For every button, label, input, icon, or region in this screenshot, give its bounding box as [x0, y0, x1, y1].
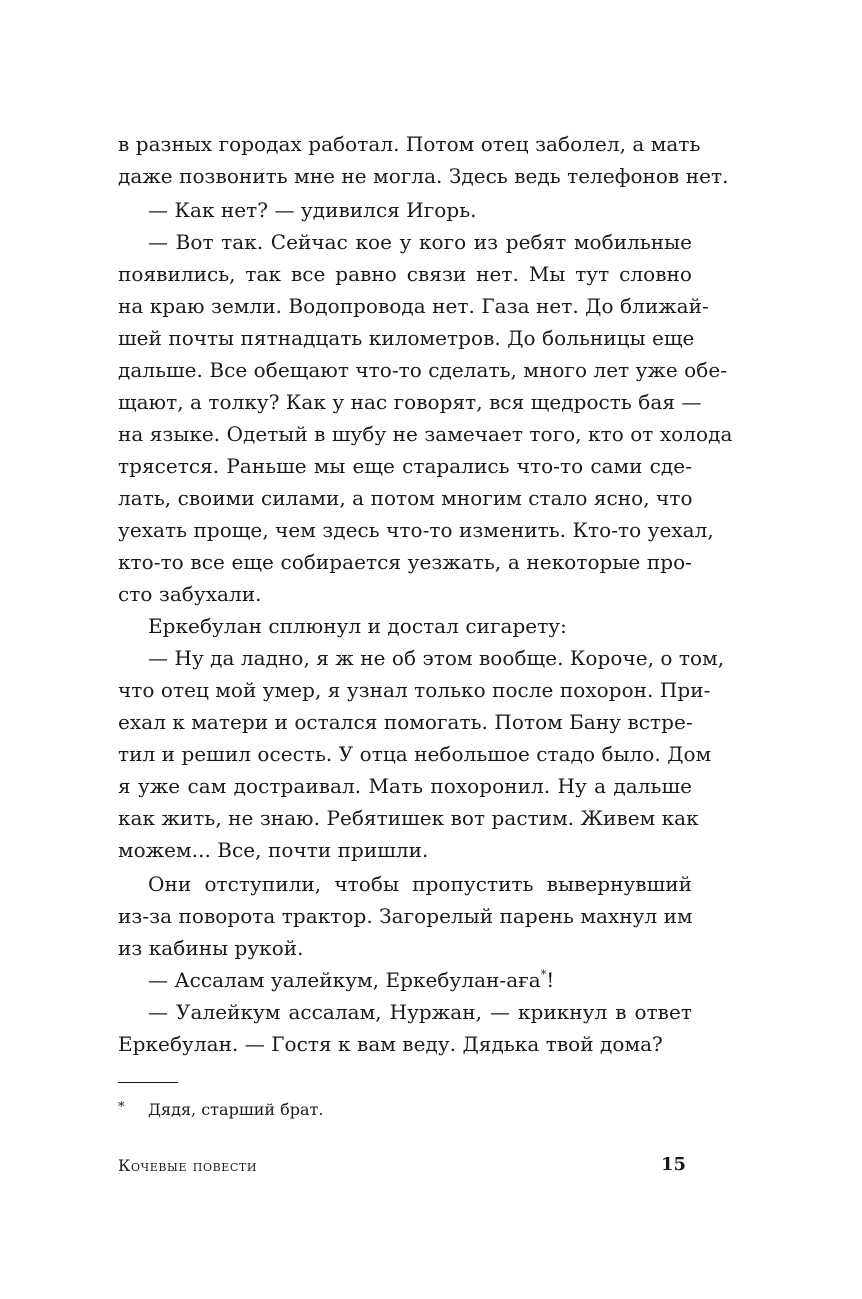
dialogue-text: — Ассалам уалейкум, Еркебулан-аға — [148, 968, 541, 992]
footnote-marker: * — [118, 1100, 125, 1115]
text-line: на языке. Одетый в шубу не замечает того, кто от холода — [118, 422, 733, 446]
text-line: Они отступили, чтобы пропустить вывернувший — [148, 872, 692, 896]
text-line: сто забухали. — [118, 582, 262, 606]
running-title: Кочевые повести — [118, 1156, 258, 1175]
text-line: щают, а толку? Как у нас говорят, вся щедрость бая — — [118, 390, 702, 414]
text-line: — Вот так. Сейчас кое у кого из ребят мобильные — [148, 230, 692, 254]
text-line: на краю земли. Водопровода нет. Газа нет. До ближай- — [118, 294, 709, 318]
text-line: дальше. Все обещают что-то сделать, много лет уже обе- — [118, 358, 728, 382]
text-line — [148, 968, 692, 992]
text-line: — Как нет? — удивился Игорь. — [148, 198, 477, 222]
dialogue-text: ! — [546, 968, 555, 992]
text-line: шей почты пятнадцать километров. До больницы еще — [118, 326, 695, 350]
text-line: Еркебулан. — Гостя к вам веду. Дядька твой дома? — [118, 1032, 663, 1056]
text-line: Еркебулан сплюнул и достал сигарету: — [148, 614, 567, 638]
page-number: 15 — [660, 1154, 686, 1175]
text-line: что отец мой умер, я узнал только после похорон. При- — [118, 678, 711, 702]
text-line: появились, так все равно связи нет. Мы тут словно — [118, 262, 692, 286]
text-line: лать, своими силами, а потом многим стало ясно, что — [118, 486, 693, 510]
text-line: уехать проще, чем здесь что-то изменить. Кто-то уехал, — [118, 518, 714, 542]
footnote-text: Дядя, старший брат. — [148, 1100, 324, 1119]
text-line: — Ну да ладно, я ж не об этом вообще. Короче, о том, — [148, 646, 725, 670]
text-line: в разных городах работал. Потом отец заболел, а мать — [118, 132, 701, 156]
text-line: — Уалейкум ассалам, Нуржан, — крикнул в ответ — [148, 1000, 692, 1024]
footnote-divider — [118, 1082, 178, 1083]
text-line: из-за поворота трактор. Загорелый парень махнул им — [118, 904, 693, 928]
text-line: из кабины рукой. — [118, 936, 304, 960]
text-line: можем... Все, почти пришли. — [118, 838, 429, 862]
text-line: ехал к матери и остался помогать. Потом Бану встре- — [118, 710, 693, 734]
text-line: тил и решил осесть. У отца небольшое стадо было. Дом — [118, 742, 712, 766]
text-line: как жить, не знаю. Ребятишек вот растим. Живем как — [118, 806, 699, 830]
text-line: я уже сам достраивал. Мать похоронил. Ну а дальше — [118, 774, 692, 798]
text-line: кто-то все еще собирается уезжать, а некоторые про- — [118, 550, 692, 574]
footnote-reference: * — [540, 968, 547, 981]
text-line: даже позвонить мне не могла. Здесь ведь телефонов нет. — [118, 164, 729, 188]
text-line: трясется. Раньше мы еще старались что-то сами сде- — [118, 454, 692, 478]
